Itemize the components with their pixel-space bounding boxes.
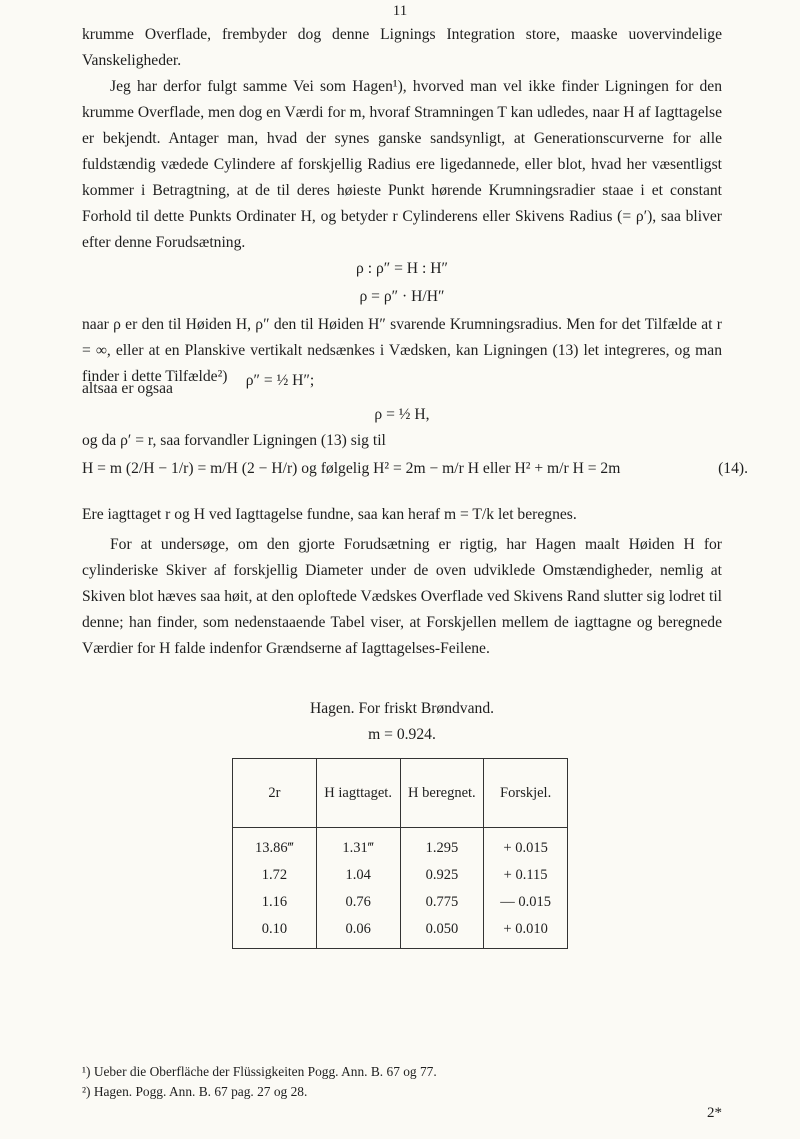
table-row [233,862,568,889]
equation-ratio: ρ : ρ″ = H : H″ [356,260,448,277]
table-row [233,828,568,863]
cell: + 0.115 [484,862,568,889]
cell: 0.76 [316,889,400,916]
footnote-2: ²) Hagen. Pogg. Ann. B. 67 pag. 27 og 28. [82,1084,308,1099]
cell: 1.295 [400,828,484,863]
table-m-value: m = 0.924. [368,726,436,743]
cell: 0.775 [400,889,484,916]
signature-mark: 2* [707,1105,722,1121]
equation-14 [82,458,748,480]
cell: 1.16 [233,889,317,916]
table-caption: Hagen. For friskt Brøndvand. [309,700,495,717]
cell: 0.06 [316,916,400,949]
page-number: 11 [392,3,408,19]
cell: 1.31‴ [316,828,400,863]
cell: 1.72 [233,862,317,889]
cell: + 0.015 [484,828,568,863]
data-table [232,758,568,949]
cell: 0.050 [400,916,484,949]
header-h-beregnet: H beregnet. [400,759,484,828]
cell: — 0.015 [484,889,568,916]
paragraph-4: For at undersøge, om den gjorte Forudsætning er rigtig, har Hagen maalt Høiden H for cylinderiske Skiver af forskjellig Diameter under de oven udviklede Omstændigheder, nemlig at Skiven blot hæves saa høit, at den oploftede Vædskes Overflade ved Skivens Rand slutter sig lodret til denne; han finder, som nedenstaaende Tabel viser, at Forskjellen mellem de iagttagne og beregnede Værdier for H falde indenfor Grændserne af Iagttagelses-Feilene. [82,536,722,657]
paragraph-2: Jeg har derfor fulgt samme Vei som Hagen¹), hvorved man vel ikke finder Ligningen for den krumme Overflade, men dog en Værdi for m, hvoraf Stramningen T kan udledes, naar H af Iagttagelse er bekjendt. Antager man, hvad der synes ganske sandsynligt, at Generationscurverne for alle fuldstændig vædede Cylindere af forskjellig Radius ere ligedannede, eller blot, hvad her væsentligst kommer i Betragtning, at de til deres høieste Punkt hørende Krumningsradier staae i et constant Forhold til dette Punkts Ordinater H, og betyder r Cylinderens eller Skivens Radius (= ρ′), saa bliver efter denne Forudsætning. [82,78,722,251]
equation-14-tag: (14). [718,460,748,477]
cell: 13.86‴ [233,828,317,863]
paragraph-3: naar ρ er den til Høiden H, ρ″ den til Høiden H″ svarende Krumningsradius. Men for det Tilfælde at r = ∞, eller at en Planskive vertikalt nedsænkes i Vædsken, kan Ligningen (13) let integreres, og man finder i dette Tilfælde²) [82,316,722,385]
table-row [233,889,568,916]
header-forskjel: Forskjel. [484,759,568,828]
cell: 0.925 [400,862,484,889]
text-ere: Ere iagttaget r og H ved Iagttagelse fundne, saa kan heraf m = T/k let beregnes. [82,506,577,523]
paragraph-1: krumme Overflade, frembyder dog denne Lignings Integration store, maaske uovervindelige Vanskeligheder. [82,26,722,69]
equation-half-h-double-prime: ρ″ = ½ H″; [245,372,315,389]
text-og-da: og da ρ′ = r, saa forvandler Ligningen (13) sig til [82,432,386,449]
equation-14-body: H = m (2/H − 1/r) = m/H (2 − H/r) og følgelig H² = 2m − m/r H eller H² + m/r H = 2m [82,460,621,477]
text-altsaa: altsaa er ogsaa [82,380,173,397]
header-h-iagttaget: H iagttaget. [316,759,400,828]
equation-half-h: ρ = ½ H, [374,406,430,423]
table-row [233,916,568,949]
cell: 0.10 [233,916,317,949]
footnote-1: ¹) Ueber die Oberfläche der Flüssigkeiten Pogg. Ann. B. 67 og 77. [82,1064,437,1079]
equation-rho: ρ = ρ″ · H/H″ [359,288,445,305]
header-2r: 2r [233,759,317,828]
table-header-row [233,759,568,828]
cell: 1.04 [316,862,400,889]
cell: + 0.010 [484,916,568,949]
